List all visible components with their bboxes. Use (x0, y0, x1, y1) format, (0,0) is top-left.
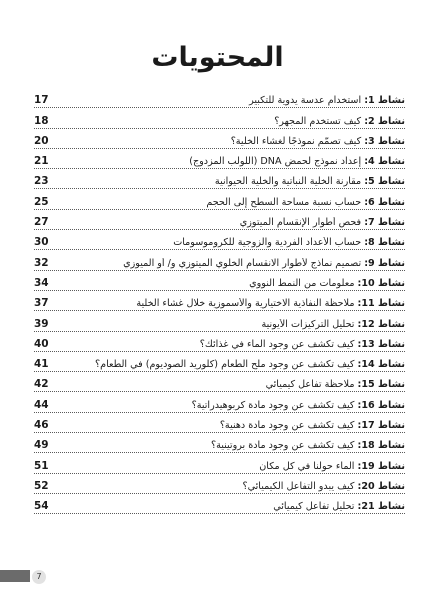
toc-activity-text: كيف تصمّم نموذجًا لغشاء الخلية؟ (230, 135, 365, 147)
toc-activity-label: نشاط 21: (357, 501, 405, 513)
toc-page-number: 17 (34, 94, 49, 107)
toc-page-number: 27 (34, 216, 49, 229)
toc-page-number: 39 (34, 317, 49, 330)
toc-activity-text: كيف يبدو التفاعل الكيميائي؟ (242, 480, 358, 492)
toc-activity-text: كيف تكشف عن وجود مادة دهنية؟ (219, 420, 358, 432)
toc-activity-label: نشاط 14: (357, 359, 405, 371)
toc-page-number: 23 (34, 175, 49, 188)
footer-page-number: 7 (32, 570, 46, 584)
toc-activity-label: نشاط 6: (364, 196, 405, 208)
toc-activity-text: كيف تكشف عن وجود ملح الطعام (كلوريد الصوديوم) في الطعام؟ (95, 359, 358, 371)
toc-activity-text: كيف تكشف عن وجود مادة بروتينية؟ (211, 440, 358, 452)
toc-entry (34, 433, 405, 453)
toc-entry (34, 392, 405, 412)
toc-page-number: 30 (34, 236, 49, 249)
toc-entry-title (60, 156, 405, 167)
toc-page-number: 18 (34, 114, 49, 127)
toc-activity-label: نشاط 13: (357, 338, 405, 350)
toc-entry (34, 149, 405, 169)
toc-entry-title (60, 95, 405, 106)
toc-activity-label: نشاط 15: (357, 379, 405, 391)
toc-page-number: 52 (34, 479, 49, 492)
toc-entry-title (60, 217, 405, 228)
toc-activity-text: تحليل التركيزات الأيونية (261, 318, 358, 330)
toc-activity-text: كيف تستخدم المجهر؟ (274, 115, 365, 127)
toc-activity-text: حساب نسبة مساحة السطح إلى الحجم (206, 196, 365, 208)
toc-activity-label: نشاط 8: (364, 237, 405, 249)
toc-entry-title (60, 197, 405, 208)
toc-activity-text: ملاحظة تفاعل كيميائي (265, 379, 358, 391)
toc-activity-label: نشاط 2: (364, 115, 405, 127)
toc-activity-label: نشاط 19: (357, 460, 405, 472)
toc-page-number: 25 (34, 195, 49, 208)
toc-activity-text: كيف تكشف عن وجود مادة كربوهيدراتية؟ (191, 399, 358, 411)
toc-page-number: 40 (34, 337, 49, 350)
toc-entry (34, 88, 405, 108)
toc-entry-title (60, 176, 405, 187)
toc-page-number: 42 (34, 378, 49, 391)
toc-entry-title (60, 379, 405, 390)
table-of-contents (34, 88, 405, 514)
toc-activity-text: تصميم نماذج لأطوار الانقسام الخلوي الميتوزي و/ أو الميوزي (123, 257, 365, 269)
toc-activity-text: معلومات من النمط النووي (249, 277, 358, 289)
toc-entry (34, 311, 405, 331)
toc-entry-title (60, 359, 405, 370)
toc-entry-title (60, 400, 405, 411)
toc-activity-text: إعداد نموذج لحمض DNA (اللولب المزدوج) (189, 156, 365, 168)
toc-entry (34, 230, 405, 250)
page-title: المحتويات (151, 42, 284, 74)
toc-entry (34, 413, 405, 433)
toc-activity-text: تحليل تفاعل كيميائي (273, 501, 358, 513)
toc-page-number: 34 (34, 276, 49, 289)
toc-entry (34, 291, 405, 311)
toc-activity-text: ملاحظة النفاذية الاختيارية والأسموزية خلال غشاء الخلية (136, 298, 358, 310)
toc-activity-label: نشاط 16: (357, 399, 405, 411)
toc-entry (34, 372, 405, 392)
toc-activity-label: نشاط 7: (364, 217, 405, 229)
toc-entry (34, 129, 405, 149)
toc-entry-title (60, 258, 405, 269)
toc-entry-title (60, 298, 405, 309)
toc-entry (34, 332, 405, 352)
toc-entry-title (60, 116, 405, 127)
toc-entry (34, 108, 405, 128)
toc-activity-label: نشاط 5: (364, 176, 405, 188)
toc-activity-label: نشاط 20: (357, 480, 405, 492)
toc-entry-title (60, 319, 405, 330)
toc-activity-text: حساب الأعداد الفردية والزوجية للكروموسومات (173, 237, 365, 249)
toc-entry-title (60, 136, 405, 147)
toc-activity-label: نشاط 10: (357, 277, 405, 289)
toc-activity-label: نشاط 9: (364, 257, 405, 269)
toc-entry-title (60, 278, 405, 289)
toc-page-number: 54 (34, 500, 49, 513)
toc-entry (34, 474, 405, 494)
toc-entry (34, 352, 405, 372)
toc-entry (34, 271, 405, 291)
toc-activity-label: نشاط 17: (357, 420, 405, 432)
toc-entry (34, 189, 405, 209)
toc-entry-title (60, 501, 405, 512)
toc-entry-title (60, 339, 405, 350)
toc-activity-label: نشاط 12: (357, 318, 405, 330)
toc-entry (34, 210, 405, 230)
toc-activity-label: نشاط 11: (357, 298, 405, 310)
toc-entry-title (60, 440, 405, 451)
toc-page-number: 20 (34, 134, 49, 147)
toc-activity-label: نشاط 3: (364, 135, 405, 147)
toc-entry-title (60, 461, 405, 472)
toc-activity-text: فحص أطوار الإنقسام الميتوزي (239, 217, 365, 229)
toc-activity-label: نشاط 18: (357, 440, 405, 452)
toc-entry-title (60, 481, 405, 492)
toc-entry (34, 250, 405, 270)
toc-page-number: 46 (34, 419, 49, 432)
toc-page-number: 37 (34, 297, 49, 310)
toc-entry (34, 494, 405, 514)
toc-page-number: 51 (34, 459, 49, 472)
toc-activity-label: نشاط 1: (364, 95, 405, 107)
toc-entry-title (60, 237, 405, 248)
toc-entry (34, 453, 405, 473)
toc-page-number: 32 (34, 256, 49, 269)
toc-page-number: 49 (34, 439, 49, 452)
toc-activity-text: استخدام عدسة يدوية للتكبير (249, 95, 365, 107)
toc-activity-text: مقارنة الخلية النباتية والخلية الحيوانية (214, 176, 365, 188)
footer-bar (0, 570, 30, 582)
toc-entry-title (60, 420, 405, 431)
toc-activity-text: كيف تكشف عن وجود الماء في غذائك؟ (199, 338, 358, 350)
toc-page-number: 44 (34, 398, 49, 411)
toc-page-number: 21 (34, 155, 49, 168)
toc-page-number: 41 (34, 358, 49, 371)
toc-entry (34, 169, 405, 189)
toc-activity-text: الماء حولنا في كل مكان (259, 460, 358, 472)
toc-activity-label: نشاط 4: (364, 156, 405, 168)
